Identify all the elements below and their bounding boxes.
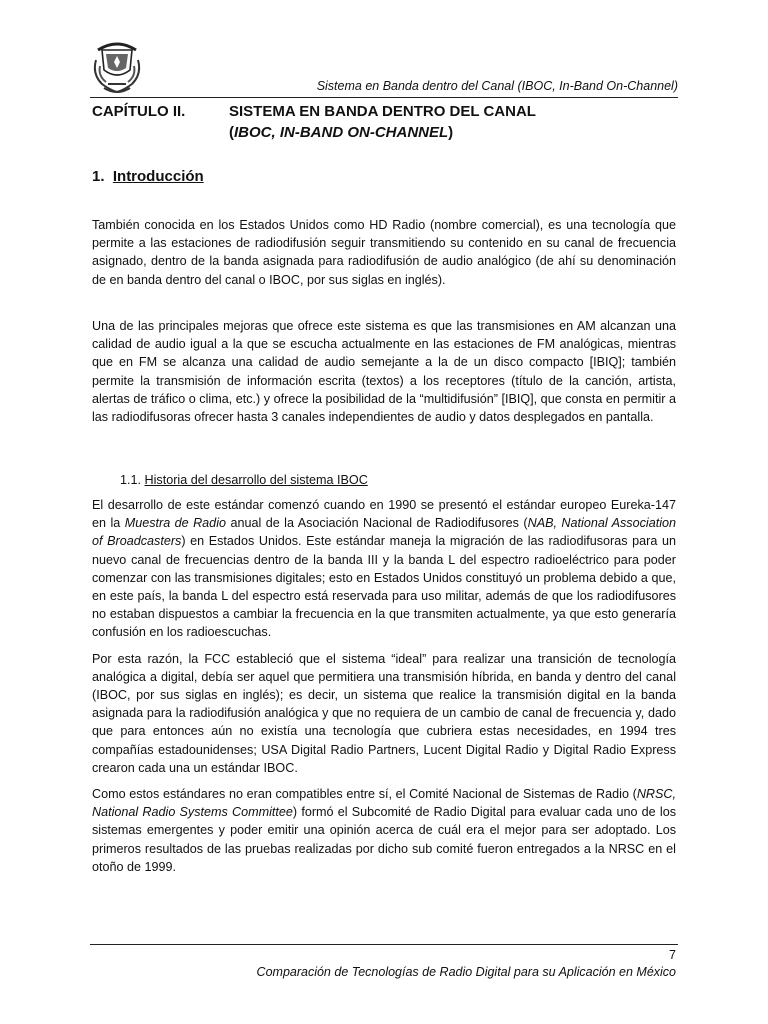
text-run: Como estos estándares no eran compatibles entre sí, el Comité Nacional de Sistemas de Radio ( (92, 787, 637, 802)
chapter-subtitle (229, 122, 453, 143)
chapter-title: SISTEMA EN BANDA DENTRO DEL CANAL (229, 103, 536, 120)
intro-paragraph: Una de las principales mejoras que ofrece este sistema es que las transmisiones en AM alcanzan una calidad de audio igual a la que se escucha actualmente en las estaciones de FM analógicas, mientras que en FM se alcanza una calidad de audio semejante a la de un disco compacto [IBIQ]; también permite la transmisión de información escrita (textos) a los receptores (título de la canción, artista, alertas de tráfico o clima, etc.) y ofrece la posibilidad de la “multidifusión” [IBIQ], que consta en permitir a las radiodifusoras ofrecer hasta 3 canales independientes de audio y datos desplegados en pantalla. (92, 319, 676, 425)
intro-text (92, 216, 676, 297)
subtitle-italic: IBOC, IN-BAND ON-CHANNEL (234, 124, 449, 141)
page-number: 7 (669, 948, 676, 962)
history-paragraph (92, 785, 676, 876)
history-paragraph: Por esta razón, la FCC estableció que el sistema “ideal” para realizar una transición de tecnología analógica a digital, debía ser aquel que permitiera una transmisión híbrida, en banda y dentro del canal (IBOC, por sus siglas en inglés); es decir, un sistema que realice la transmisión digital en la banda asignada para la radiodifusión analógica y que no requiera de un cambio de canal de frecuencia y, dado que para entonces aún no existía una tecnología que cubriera estas necesidades, en 1994 tres compañías estadounidenses; USA Digital Radio Partners, Lucent Digital Radio y Digital Radio Express crearon cada una un estándar IBOC. (92, 651, 676, 775)
subsection-title: Historia del desarrollo del sistema IBOC (144, 473, 368, 487)
subsection-heading (120, 473, 368, 487)
history-paragraph (92, 496, 676, 642)
unam-engineering-seal-icon (92, 40, 142, 96)
italic-run: NRSC, National Radio Systems Committee (92, 787, 676, 820)
subsection-number: 1.1. (120, 473, 142, 487)
text-run: ) formó el Subcomité de Radio Digital para evaluar cada uno de los sistemas emergentes y poder emitir una opinión acerca de cuál era el mejor para ser adoptado. Los primeros resultados de las pruebas realizadas por dicho sub comité fueron entregados a la NRSC en el otoño de 1999. (92, 805, 676, 874)
italic-run: NAB, National Association of Broadcasters (92, 516, 677, 549)
running-header: Sistema en Banda dentro del Canal (IBOC, In-Band On-Channel) (316, 79, 678, 93)
intro-paragraph: También conocida en los Estados Unidos como HD Radio (nombre comercial), es una tecnología que permite a las estaciones de radiodifusión seguir transmitiendo su contenido en su canal de frecuencia asignado, dentro de la banda asignada para radiodifusión de audio analógico (de ahí su denominación de en banda dentro del canal o IBOC, por sus siglas en inglés). (92, 218, 676, 287)
footer-divider (90, 944, 678, 945)
chapter-label: CAPÍTULO II. (92, 103, 186, 120)
section-number: 1. (92, 168, 105, 185)
history-text (92, 496, 676, 884)
italic-run: Muestra de Radio (124, 516, 226, 531)
text-run: anual de la Asociación Nacional de Radiodifusores ( (226, 516, 528, 531)
subtitle-close-paren: ) (448, 124, 454, 141)
running-footer: Comparación de Tecnologías de Radio Digital para su Aplicación en México (256, 965, 676, 979)
text-run: ) en Estados Unidos. Este estándar maneja la migración de las radiodifusoras para un nuevo canal de frecuencias dentro de la banda III y la banda L del espectro radioeléctrico para poder comenzar con las transmisiones digitales; esto en Estados Unidos constituyó un problema debido a que, en este país, la banda L del espectro está reservada para uso militar, además de que los radiodifusores no estaban dispuestos a cambiar la frecuencia en la que transmiten actualmente, ya que esto generaría confusión en los radioescuchas. (92, 534, 676, 640)
subtitle-open-paren: ( (229, 124, 234, 141)
header-divider (90, 97, 678, 98)
section-title: Introducción (112, 168, 204, 185)
intro-text-continued (92, 317, 676, 434)
section-heading (92, 168, 204, 185)
text-run: El desarrollo de este estándar comenzó cuando en 1990 se presentó el estándar europeo Eureka-147 en la (92, 498, 676, 531)
